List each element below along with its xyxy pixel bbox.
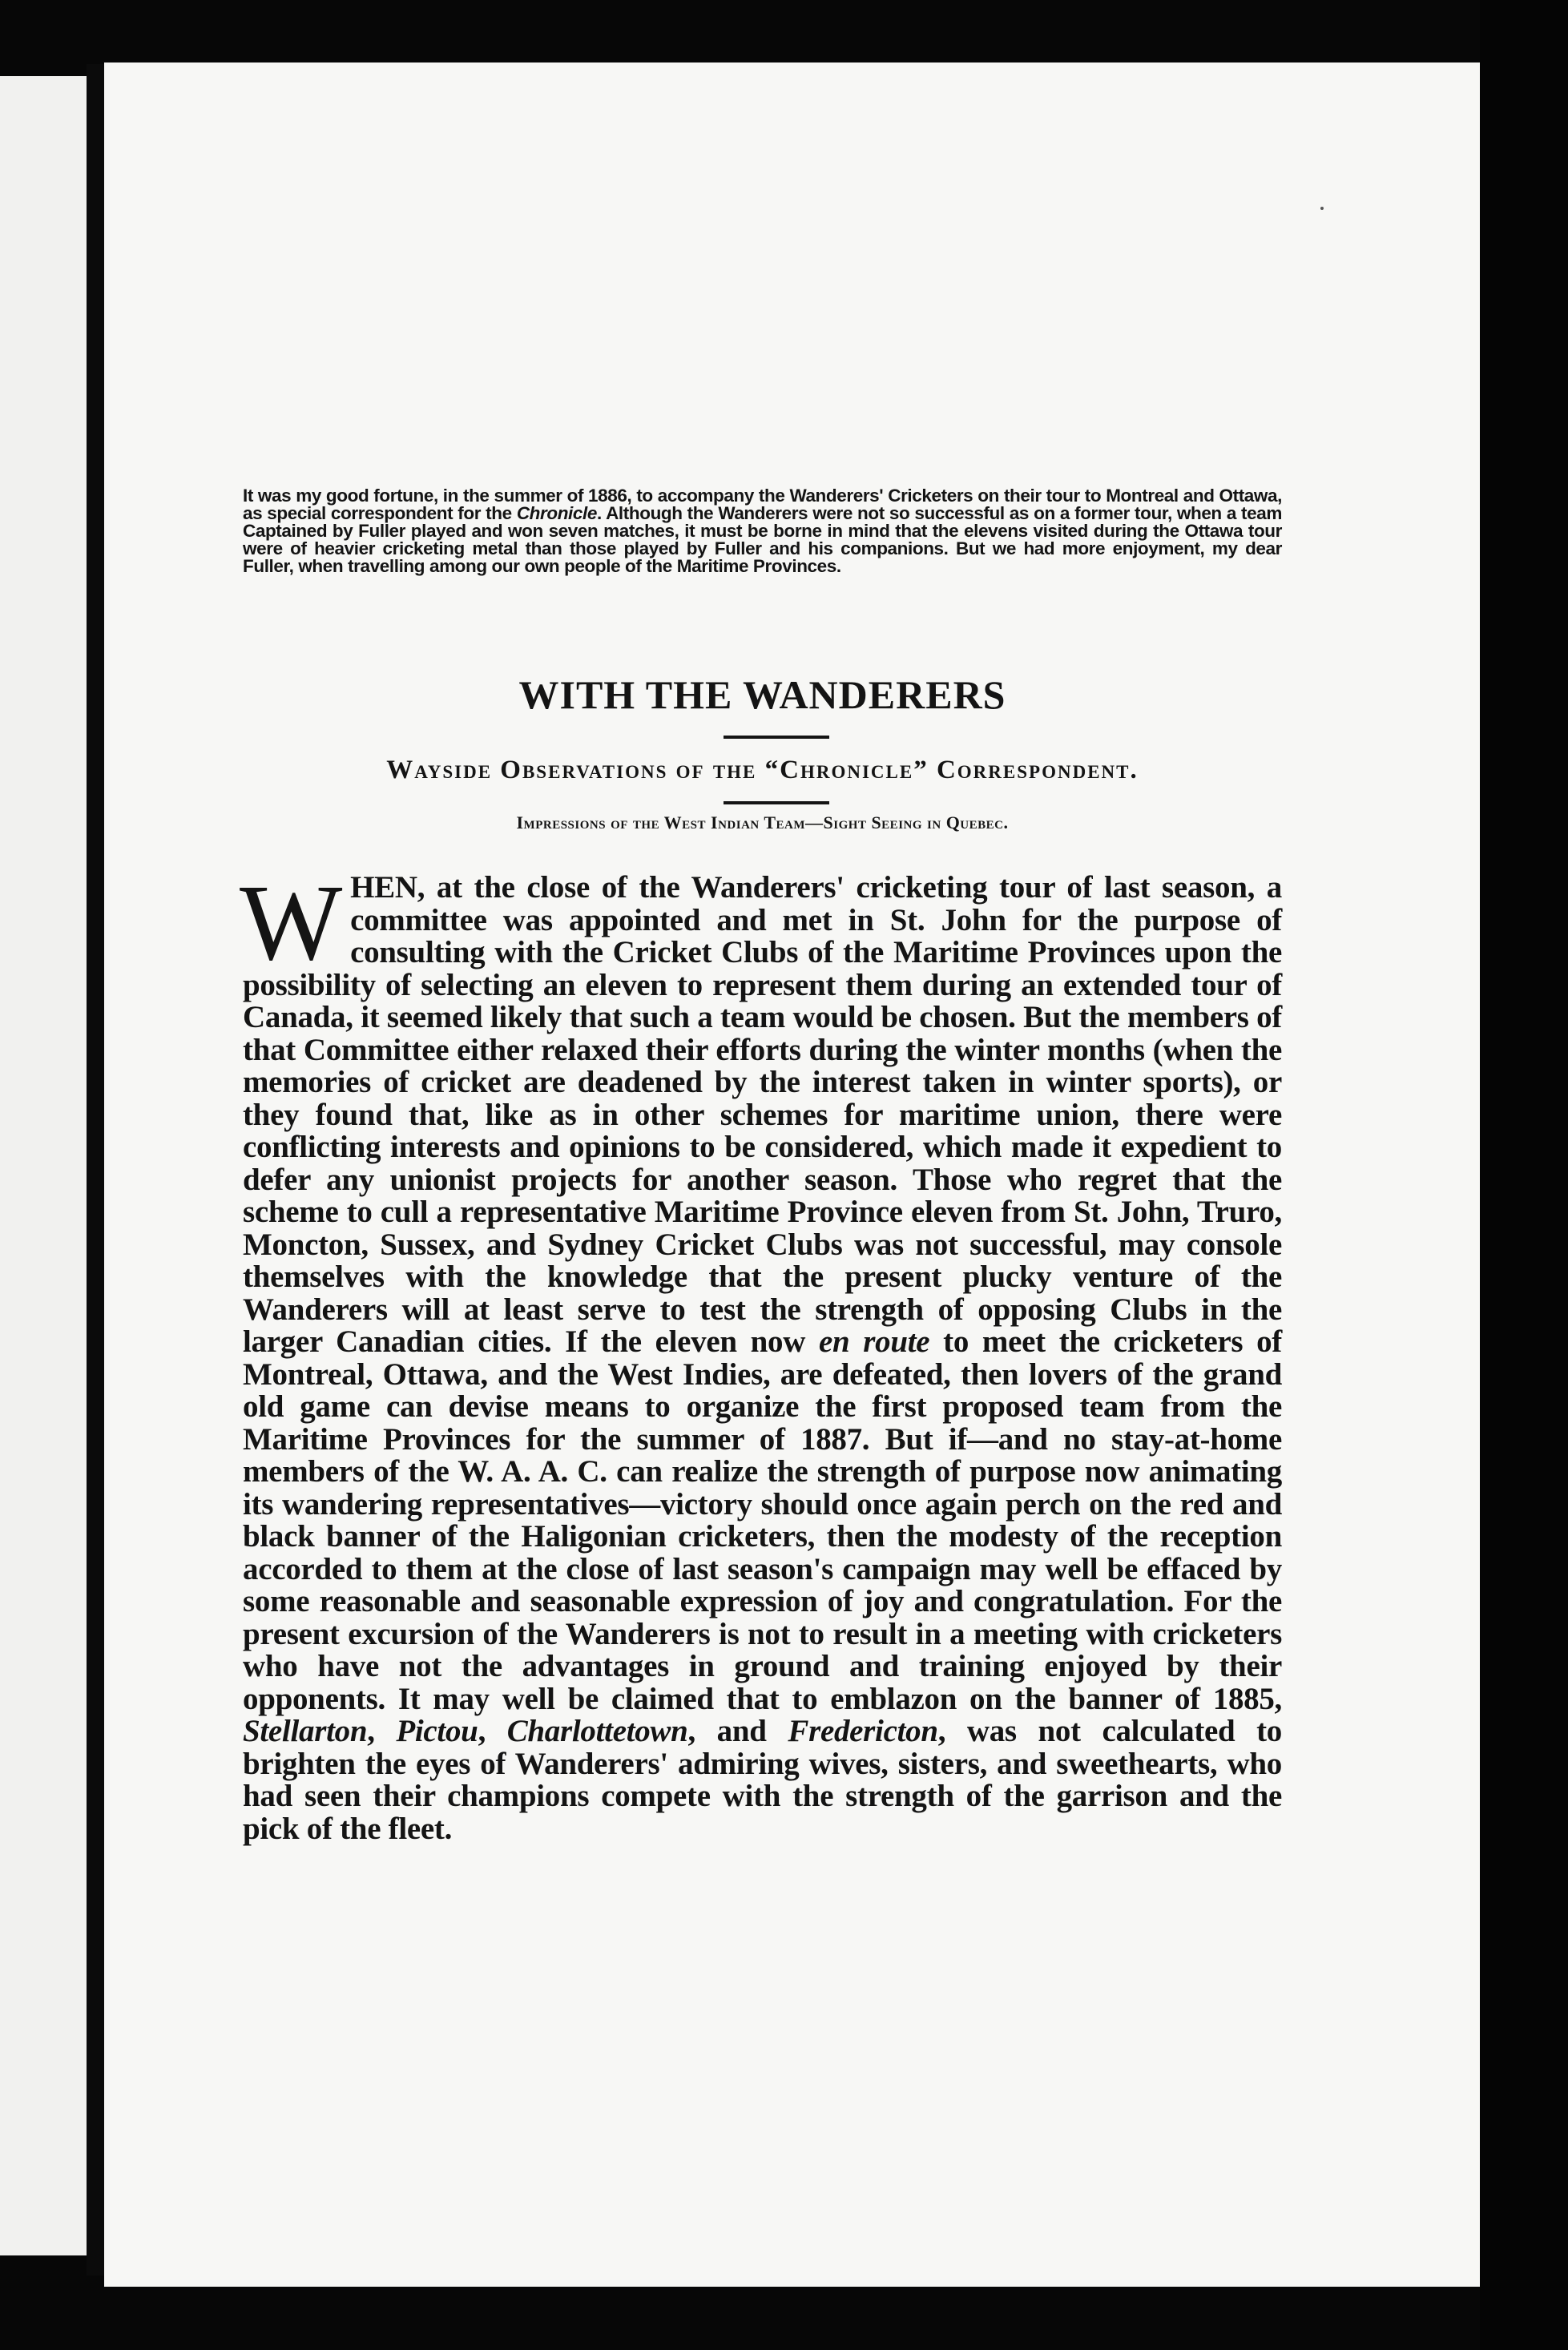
adjacent-page-edge xyxy=(0,76,87,2255)
section-subhead: Impressions of the West Indian Team—Sight Seeing in Quebec. xyxy=(516,812,1009,832)
body-separator-1: , xyxy=(367,1714,397,1748)
drop-cap: W xyxy=(240,863,343,983)
place-fredericton: Fredericton xyxy=(788,1714,938,1748)
body-text-2: to meet the cricketers of Montreal, Ottawa, and the West Indies, are defeated, then lovers of the grand old game can devise means to organize the first proposed team from the Maritime Provinces for the summer of 1887. But if—and no stay-at-home members of the W. A. A. C. can realize the strength of purpose now animating its wandering representatives—victory should once again perch on the red and black banner of the Haligonian cricketers, then the modesty of the reception accorded to them at the close of last season's campaign may well be effaced by some reasonable and seasonable expression of joy and congratulation. For the present excursion of the Wanderers is not to result in a meeting with cricketers who have not the advantages in ground and training enjoyed by their opponents. It may well be claimed that to emblazon on the banner of 1885, xyxy=(243,1324,1282,1716)
scan-background xyxy=(1480,0,1568,2350)
subtitle-rule xyxy=(724,801,829,804)
intro-text-2: . Although the Wanderers were not so successful as on a former tour, when a team Captained by Fuller played and won seven matches, it must be borne in mind that the elevens visited during the Ottawa tour were of heavier cricketing metal than those played by Fuller and his companions. But we had more enjoyment, my dear Fuller, when travelling among our own people of the Maritime Provinces. xyxy=(243,503,1282,576)
page-title: WITH THE WANDERERS xyxy=(518,672,1006,717)
title-rule xyxy=(724,736,829,739)
page-speck xyxy=(1320,207,1324,210)
place-pictou: Pictou xyxy=(396,1714,478,1748)
place-charlottetown: Charlottetown xyxy=(506,1714,688,1748)
intro-text-1: It was my good fortune, in the summer of 1886, to accompany the Wanderers' Cricketers on their tour to Montreal and Ottawa, as special correspondent for the xyxy=(243,486,1282,523)
body-text-1: HEN, at the close of the Wanderers' cricketing tour of last season, a committee was appointed and met in St. John for the purpose of consulting with the Cricket Clubs of the Maritime Provinces upon the possibility of selecting an eleven to represent them during an extended tour of Canada, it seemed likely that such a team would be chosen. But the members of that Committee either relaxed their efforts during the winter months (when the memories of cricket are deadened by the interest taken in winter sports), or they found that, like as in other schemes for maritime union, there were conflicting interests and opinions to be considered, which made it expedient to defer any unionist projects for another season. Those who regret that the scheme to cull a representative Maritime Province eleven from St. John, Truro, Moncton, Sussex, and Sydney Cricket Clubs was not successful, may console themselves with the knowledge that the present plucky venture of the Wanderers will at least serve to test the strength of opposing Clubs in the larger Canadian cities. If the eleven now xyxy=(243,870,1282,1359)
body-en-route: en route xyxy=(818,1324,930,1359)
article-body xyxy=(240,863,1282,1846)
book-gutter xyxy=(87,64,104,2275)
body-separator-3: , and xyxy=(687,1714,788,1748)
body-text-3: , was not calculated to brighten the eyes of Wanderers' admiring wives, sisters, and sweethearts, who had seen their champions compete with the strength of the garrison and the pick of the fleet. xyxy=(243,1714,1282,1846)
intro-paragraph xyxy=(243,487,1282,575)
place-stellarton: Stellarton xyxy=(243,1714,368,1748)
subtitle: Wayside Observations of the “Chronicle” Correspondent. xyxy=(386,756,1139,784)
intro-chronicle: Chronicle xyxy=(516,503,597,523)
body-separator-2: , xyxy=(478,1714,507,1748)
